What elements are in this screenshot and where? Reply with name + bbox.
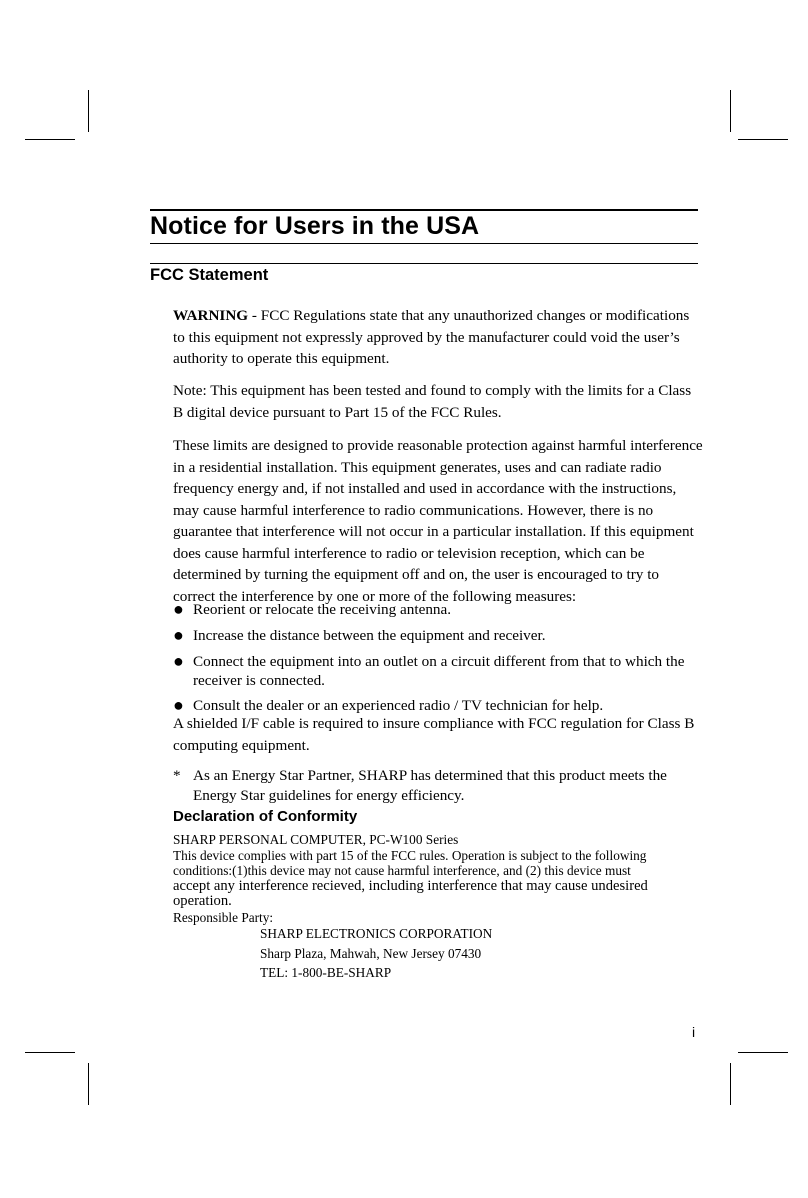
shielded-cable-paragraph: A shielded I/F cable is required to insure compliance with FCC regulation for Class B computing equipment. [173, 715, 695, 754]
crop-mark-top-right-horizontal [738, 139, 788, 140]
crop-mark-bottom-left-vertical [88, 1063, 89, 1105]
section-heading: FCC Statement [150, 266, 269, 284]
responsible-party-label: Responsible Party: [173, 909, 274, 925]
crop-mark-bottom-left-horizontal [25, 1052, 75, 1053]
compliance-line-continued: accept any interference recieved, including interference that may cause undesired operation. [173, 877, 648, 909]
company-name: SHARP ELECTRONICS CORPORATION [260, 926, 493, 941]
crop-mark-bottom-right-horizontal [738, 1052, 788, 1053]
energy-star-text: As an Energy Star Partner, SHARP has determined that this product meets the Energy Star guidelines for energy efficiency. [193, 767, 667, 804]
crop-mark-top-right-vertical [730, 90, 731, 132]
asterisk-mark: * [173, 767, 181, 784]
crop-mark-top-left-vertical [88, 90, 89, 132]
declaration-body [173, 832, 703, 925]
title-rule-bottom [150, 243, 698, 244]
title-rule-top [150, 209, 698, 211]
list-item-text: Consult the dealer or an experienced radio / TV technician for help. [193, 697, 604, 714]
warning-label: WARNING [173, 307, 249, 324]
crop-mark-bottom-right-vertical [730, 1063, 731, 1105]
energy-star-note [173, 766, 703, 805]
product-line: SHARP PERSONAL COMPUTER, PC-W100 Series [173, 832, 459, 847]
compliance-line: This device complies with part 15 of the FCC rules. Operation is subject to the following conditions:(1)this device may not cause harmful interference, and (2) this device must [173, 847, 647, 878]
limits-paragraph: These limits are designed to provide reasonable protection against harmful interference in a residential installation. This equipment generates, uses and can radiate radio frequency energy and, if not installed and used in accordance with the instructions, may cause harmful interference to radio communications. However, there is no guarantee that interference will not occur in a particular installation. If this equipment does cause harmful interference to radio or television reception, which can be determined by turning the equipment off and on, the user is encouraged to try to correct the interference by one or more of the following measures: [173, 437, 703, 605]
list-item-text: Connect the equipment into an outlet on a circuit different from that to which the receiver is connected. [193, 653, 685, 689]
bullet-icon: ● [173, 625, 184, 645]
list-item-text: Increase the distance between the equipment and receiver. [193, 627, 546, 644]
bullet-icon: ● [173, 599, 184, 619]
page-title: Notice for Users in the USA [150, 212, 480, 240]
list-item [173, 652, 703, 690]
page-number: i [692, 1024, 696, 1040]
warning-paragraph [173, 305, 703, 370]
list-item [173, 600, 703, 619]
list-item [173, 626, 703, 645]
bullet-icon: ● [173, 651, 184, 671]
section-rule [150, 263, 698, 264]
bullet-icon: ● [173, 695, 184, 715]
crop-mark-top-left-horizontal [25, 139, 75, 140]
declaration-heading: Declaration of Conformity [173, 808, 358, 825]
list-item-text: Reorient or relocate the receiving antenna. [193, 601, 452, 618]
responsible-party-address [260, 924, 492, 983]
warning-text: - FCC Regulations state that any unauthorized changes or modifications to this equipment not expressly approved by the manufacturer could void the user’s authority to operate this equipment. [173, 307, 690, 367]
note-paragraph: Note: This equipment has been tested and found to comply with the limits for a Class B digital device pursuant to Part 15 of the FCC Rules. [173, 382, 692, 421]
company-address: Sharp Plaza, Mahwah, New Jersey 07430 [260, 945, 482, 961]
company-phone: TEL: 1-800-BE-SHARP [260, 965, 392, 980]
